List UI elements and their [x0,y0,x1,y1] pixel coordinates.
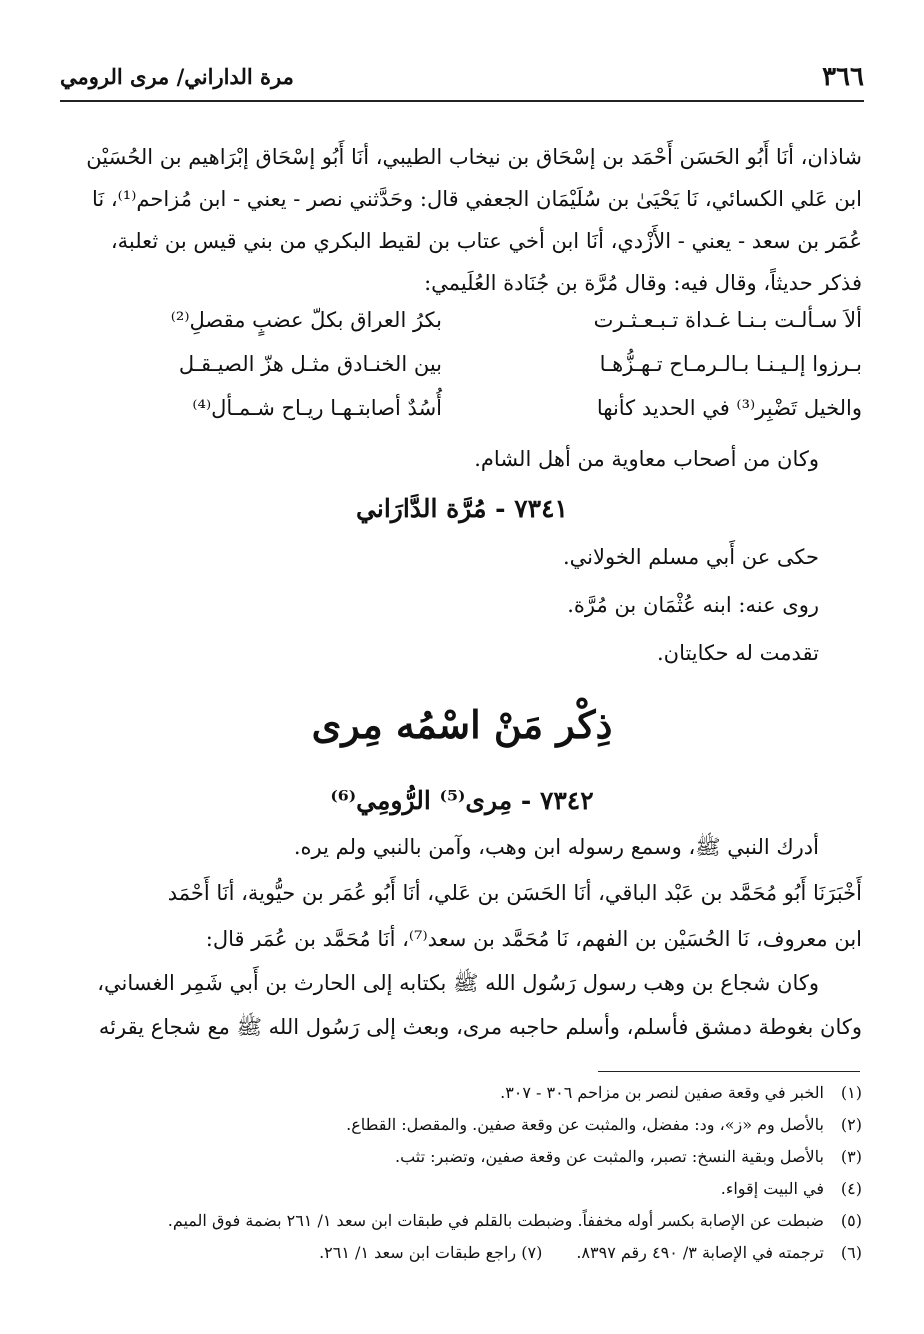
verse-second-hemistich: بكرُ العراق بكلّ عضبٍ مقصلِ⁽²⁾ [170,308,442,332]
footnote-number: (١) [840,1083,862,1102]
running-title: مرة الداراني/ مرى الرومي [60,64,294,89]
footnote [62,1210,862,1232]
paragraph-line: شاذان، أنَا أَبُو الحَسَن أَحْمَد بن إسْحَاق بن نيخاب الطيبي، أنَا أَبُو إسْحَاق إبْرَاهيم بن الحُسَيْن [86,145,862,169]
footnote-text: (٧) راجع طبقات ابن سعد ١/ ٢٦١. [319,1243,543,1262]
biography-line: وكان شجاع بن وهب رسول رَسُول الله ﷺ بكتابه إلى الحارث بن أَبي شَمِر الغساني، [97,971,819,995]
section-title: ذِكْر مَنْ اسْمُه مِرى [311,702,613,747]
footnote [62,1178,862,1200]
page-number: ٣٦٦ [822,62,864,92]
biography-line: وكان بغوطة دمشق فأسلم، وأسلم حاجبه مرى، وبعث إلى رَسُول الله ﷺ مع شجاع يقرئه [98,1015,862,1039]
biography-line: أَخْبَرَنَا أَبُو مُحَمَّد بن عَبْد الباقي، أنَا الحَسَن بن عَلي، أنَا أَبُو عُمَر بن حيُّوية، أنَا أَحْمَد [167,881,862,905]
paragraph-line: فذكر حديثاً، وقال فيه: وقال مُرَّة بن جُنَادة العُلَيمي: [424,271,862,295]
verse-second-hemistich: بين الخنـادق مثـل هزّ الصيـقـل [178,352,442,376]
footnote-text: الخبر في وقعة صفين لنصر بن مزاحم ٣٠٦ - ٣٠٧. [500,1083,824,1102]
closing-line: وكان من أصحاب معاوية من أهل الشام. [474,447,819,471]
footnote [62,1082,862,1104]
footnote [62,1146,862,1168]
footnote-text: ضبطت عن الإصابة بكسر أوله مخففاً. وضبطت بالقلم في طبقات ابن سعد ١/ ٢٦١ بضمة فوق الميم. [167,1211,824,1230]
verse-first-hemistich: والخيل تَضْبِر⁽³⁾ في الحديد كأنها [596,396,862,420]
biography-line: أدرك النبي ﷺ، وسمع رسوله ابن وهب، وآمن بالنبي ولم يره. [293,835,819,859]
footnote-number: (٣) [840,1147,862,1166]
paragraph-line: ابن عَلي الكسائي، نَا يَحْيَىٰ بن سُلَيْمَان الجعفي قال: وحَدَّثني نصر - يعني - ابن مُزاحم⁽¹⁾، نَا [91,187,862,211]
footnote [62,1242,862,1264]
verse-first-hemistich: ألاَ سـألـت بـنـا غـداة تـبـعـثـرت [593,308,862,332]
header-divider [60,100,864,102]
page-header [60,62,864,100]
footnote-number: (٤) [840,1179,862,1198]
footnote-text: بالأصل وبقية النسخ: تصبر، والمثبت عن وقعة صفين، وتضبر: تثب. [395,1147,824,1166]
biography-line: تقدمت له حكايتان. [656,641,819,665]
footnote-number: (٦) [840,1243,862,1262]
footnote [62,1114,862,1136]
verse-second-hemistich: أُسُدٌ أصابتـهـا ريـاح شـمـأل⁽⁴⁾ [192,396,442,420]
footnote-text: بالأصل وم «ز»، ود: مفضل، والمثبت عن وقعة صفين. والمقصل: القطاع. [346,1115,824,1134]
verse-first-hemistich: بـرزوا إلـيـنـا بـالـرمـاح تـهـزُّهـا [599,352,862,376]
biography-line: روى عنه: ابنه عُثْمَان بن مُرَّة. [567,593,819,617]
paragraph-line: عُمَر بن سعد - يعني - الأَزْدي، أنَا ابن أخي عتاب بن لقيط البكري من بني قيس بن ثعلبة، [110,229,862,253]
biography-line: حكى عن أَبي مسلم الخولاني. [562,545,819,569]
footnote-number: (٥) [840,1211,862,1230]
footnote-text: ترجمته في الإصابة ٣/ ٤٩٠ رقم ٨٣٩٧. [576,1243,824,1262]
footnote-number: (٢) [840,1115,862,1134]
footnote-text: في البيت إقواء. [720,1179,824,1198]
biography-title: ٧٣٤٢ - مِرى⁽⁵⁾ الرُّومِي⁽⁶⁾ [330,786,594,815]
biography-line: ابن معروف، نَا الحُسَيْن بن الفهم، نَا مُحَمَّد بن سعد⁽⁷⁾، أنَا مُحَمَّد بن عُمَر قال: [205,927,862,951]
biography-title: ٧٣٤١ - مُرَّة الدَّارَاني [356,494,568,523]
footnote-divider [598,1071,860,1072]
